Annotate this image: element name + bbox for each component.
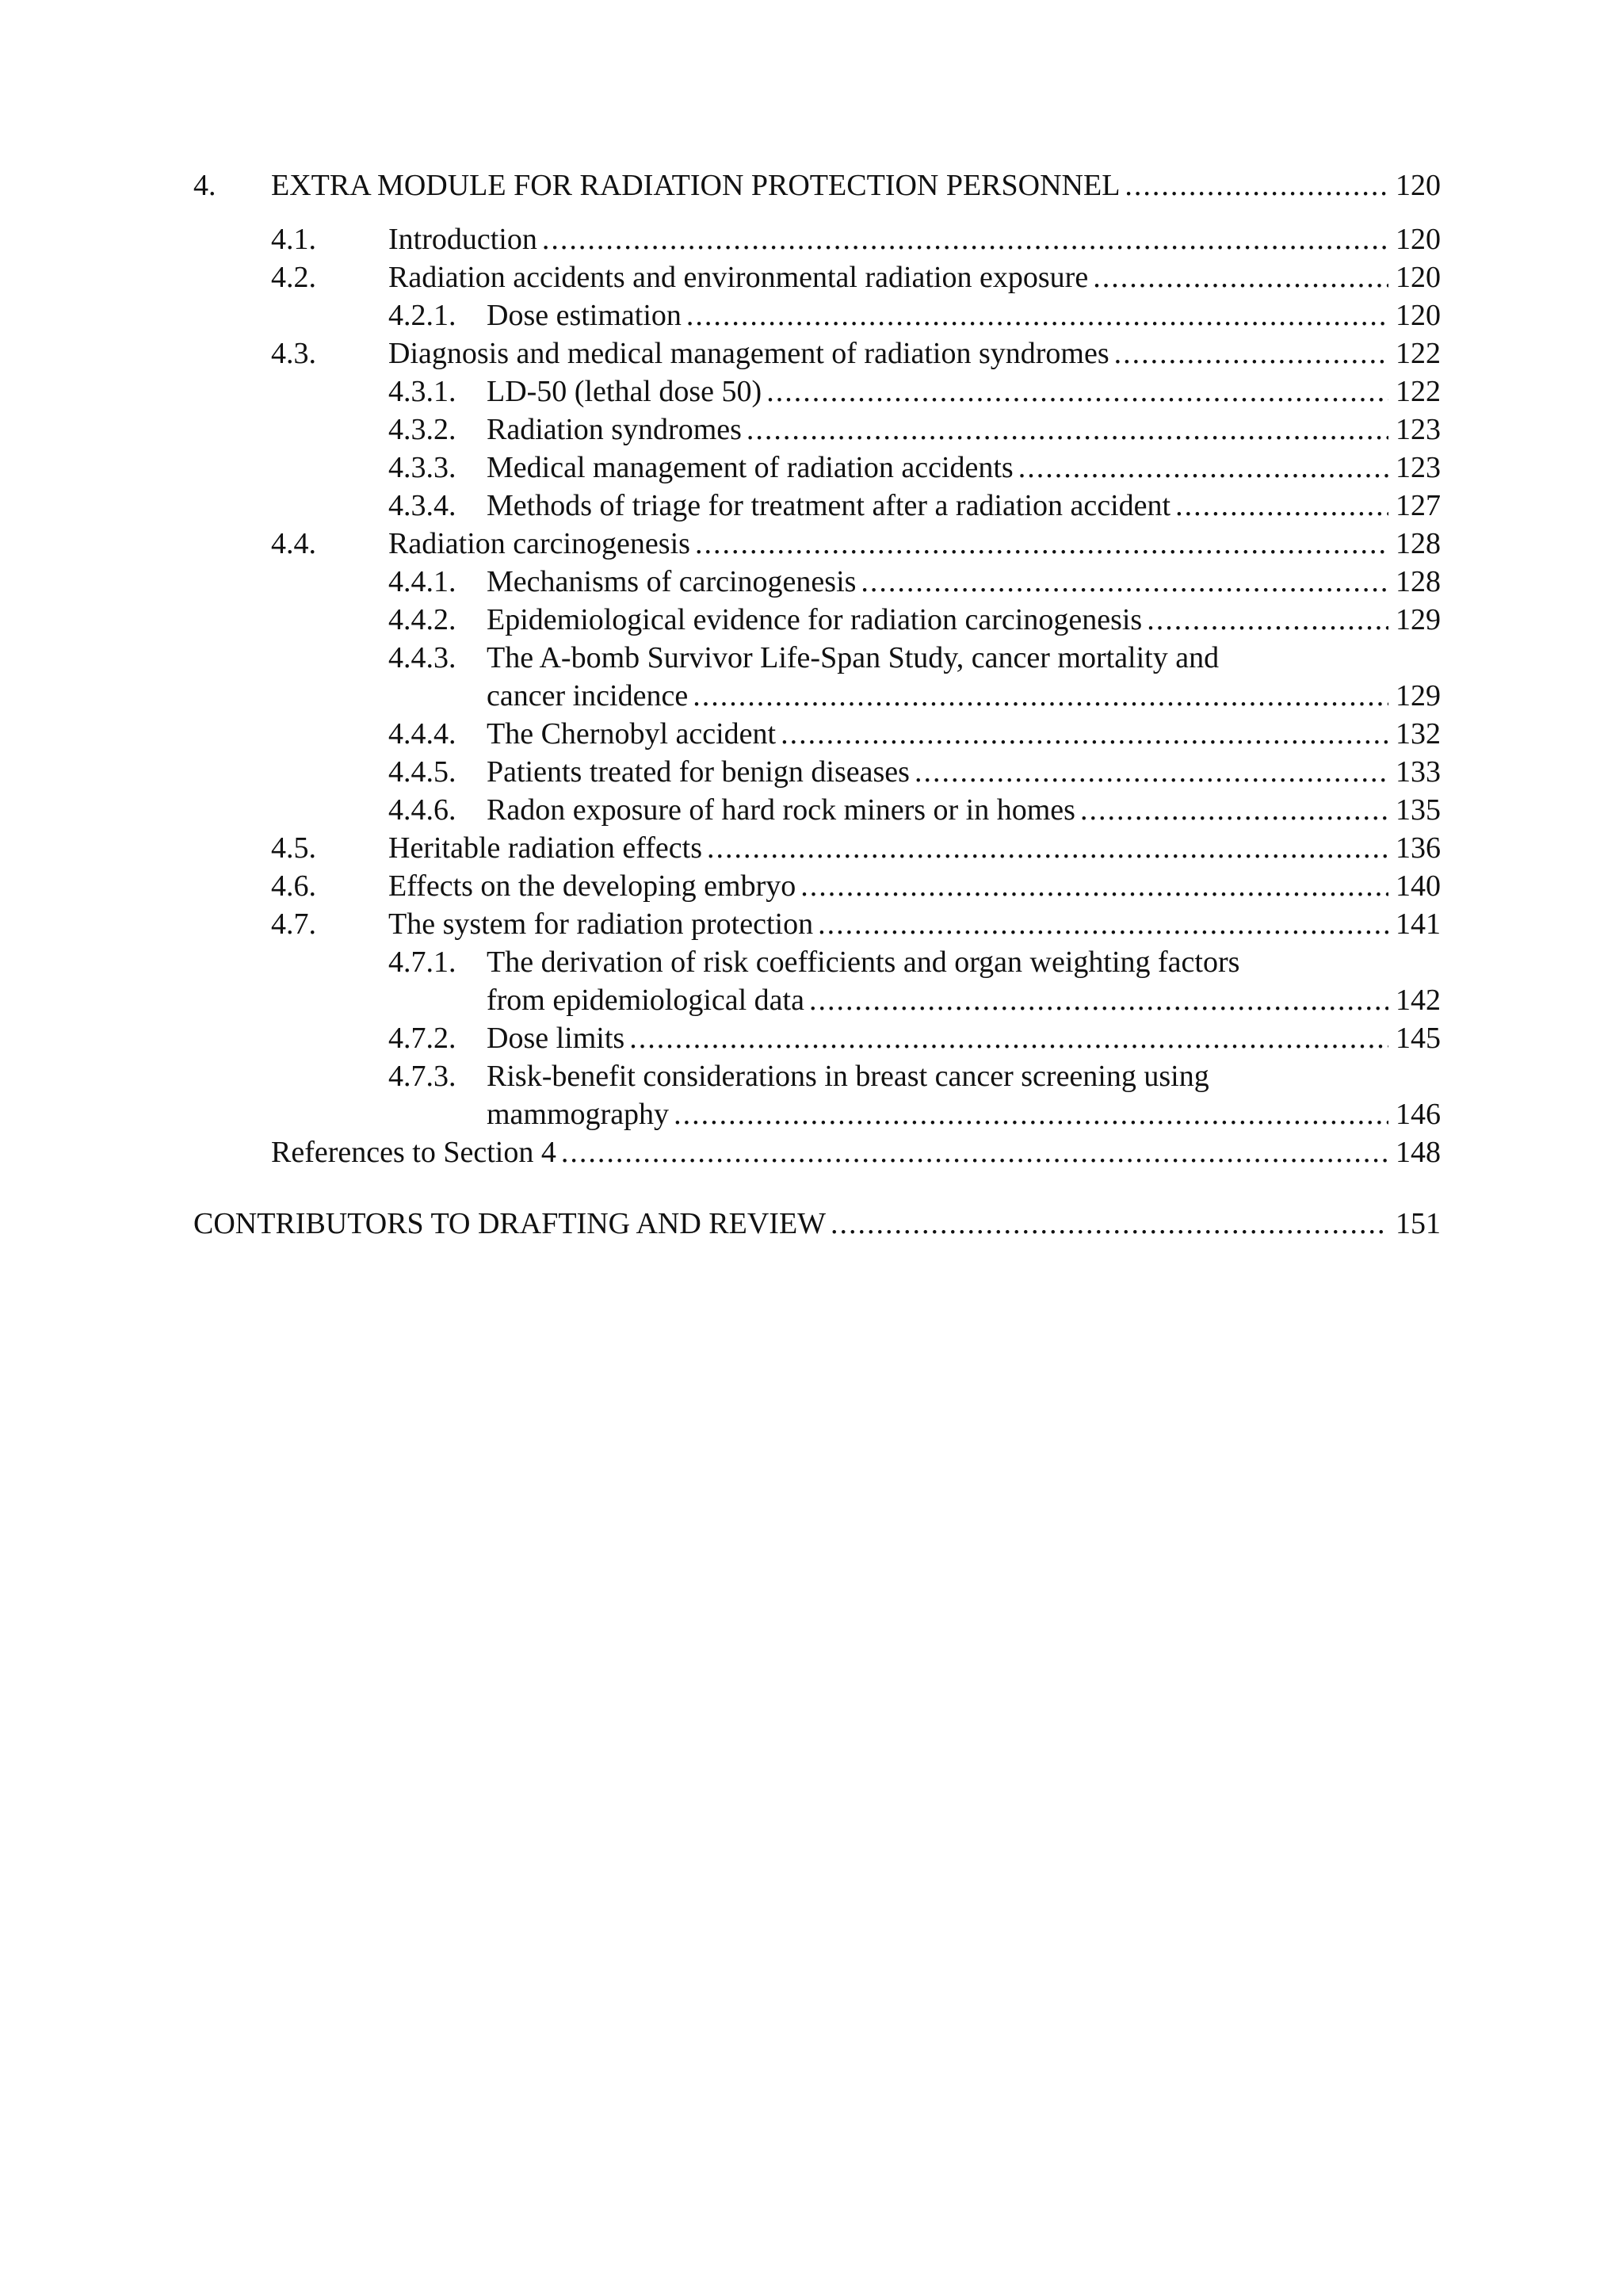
dot-leader <box>686 296 1388 334</box>
toc-page-number: 141 <box>1396 907 1441 941</box>
spacer <box>193 204 1441 220</box>
dot-leader <box>542 220 1388 258</box>
toc-line <box>388 905 1441 943</box>
toc-line <box>487 715 1441 753</box>
toc-line <box>487 449 1441 487</box>
dot-leader <box>561 1133 1388 1171</box>
toc-line <box>487 372 1441 411</box>
toc-entry[interactable] <box>193 867 1441 905</box>
toc-number: 4.2.1. <box>388 299 456 332</box>
toc-page-number: 129 <box>1396 603 1441 636</box>
toc-page-number: 120 <box>1396 261 1441 294</box>
toc-page-number: 146 <box>1396 1098 1441 1131</box>
toc-title-line-2: from epidemiological data <box>487 981 809 1019</box>
dot-leader <box>831 1205 1388 1243</box>
toc-entry[interactable] <box>193 487 1441 525</box>
toc-number: 4.4.5. <box>388 755 456 789</box>
toc-line <box>193 1205 1441 1243</box>
toc-line <box>487 411 1441 449</box>
toc-number: 4.4.2. <box>388 603 456 636</box>
toc-number: 4.1. <box>271 223 316 256</box>
toc-number: 4.7.2. <box>388 1022 456 1055</box>
toc-title: The system for radiation protection <box>388 905 818 943</box>
toc-title: Epidemiological evidence for radiation carcinogenesis <box>487 601 1147 639</box>
dot-leader <box>674 1095 1388 1133</box>
toc-entry[interactable] <box>193 563 1441 601</box>
toc-entry[interactable] <box>193 601 1441 639</box>
dot-leader <box>629 1019 1388 1057</box>
dot-leader <box>1093 258 1388 296</box>
toc-page-number: 123 <box>1396 451 1441 484</box>
toc-entry-contributors[interactable] <box>193 1205 1441 1243</box>
toc-entry[interactable] <box>193 525 1441 563</box>
toc-title: Methods of triage for treatment after a radiation accident <box>487 487 1175 525</box>
toc-number: 4. <box>193 169 216 202</box>
toc-number: 4.4.3. <box>388 641 456 674</box>
dot-leader <box>781 715 1388 753</box>
toc-title: Dose estimation <box>487 296 686 334</box>
toc-title: LD-50 (lethal dose 50) <box>487 372 766 411</box>
toc-line <box>487 1057 1441 1095</box>
toc-line <box>388 220 1441 258</box>
toc-entry[interactable] <box>193 639 1441 715</box>
toc-title: Radiation carcinogenesis <box>388 525 695 563</box>
dot-leader <box>747 411 1388 449</box>
dot-leader <box>1114 334 1388 372</box>
table-of-contents <box>193 166 1441 1243</box>
toc-line <box>388 334 1441 372</box>
toc-title: Diagnosis and medical management of radiation syndromes <box>388 334 1114 372</box>
toc-page-number: 122 <box>1396 337 1441 370</box>
toc-entry-references[interactable] <box>193 1133 1441 1171</box>
toc-number: 4.4.4. <box>388 717 456 751</box>
toc-line <box>487 487 1441 525</box>
toc-line <box>388 867 1441 905</box>
toc-title: References to Section 4 <box>271 1133 561 1171</box>
toc-page-number: 136 <box>1396 831 1441 865</box>
toc-line <box>487 1019 1441 1057</box>
toc-line <box>388 525 1441 563</box>
toc-page-number: 133 <box>1396 755 1441 789</box>
toc-page-number: 120 <box>1396 169 1441 202</box>
toc-entry[interactable] <box>193 258 1441 296</box>
toc-entry[interactable] <box>193 449 1441 487</box>
toc-title: Radiation accidents and environmental radiation exposure <box>388 258 1093 296</box>
toc-entry[interactable] <box>193 372 1441 411</box>
toc-number: 4.2. <box>271 261 316 294</box>
toc-title: Dose limits <box>487 1019 629 1057</box>
toc-line <box>487 677 1441 715</box>
toc-page-number: 122 <box>1396 375 1441 408</box>
toc-line <box>487 639 1441 677</box>
dot-leader <box>818 905 1388 943</box>
toc-line <box>487 981 1441 1019</box>
toc-entry-section-4[interactable] <box>193 166 1441 204</box>
toc-page-number: 123 <box>1396 413 1441 446</box>
toc-title: Introduction <box>388 220 542 258</box>
toc-line <box>487 296 1441 334</box>
dot-leader <box>1147 601 1388 639</box>
toc-page-number: 145 <box>1396 1022 1441 1055</box>
dot-leader <box>695 525 1388 563</box>
toc-number: 4.3.1. <box>388 375 456 408</box>
toc-title: Heritable radiation effects <box>388 829 707 867</box>
toc-entry[interactable] <box>193 791 1441 829</box>
toc-title-line-1: Risk-benefit considerations in breast cancer screening using <box>487 1057 1214 1095</box>
toc-title-line-2: cancer incidence <box>487 677 693 715</box>
toc-line <box>388 258 1441 296</box>
toc-page-number: 135 <box>1396 793 1441 827</box>
toc-line <box>487 601 1441 639</box>
toc-number: 4.4.6. <box>388 793 456 827</box>
dot-leader <box>1125 166 1388 204</box>
toc-title: CONTRIBUTORS TO DRAFTING AND REVIEW <box>193 1205 831 1243</box>
toc-number: 4.4.1. <box>388 565 456 598</box>
toc-title-line-1: The A-bomb Survivor Life-Span Study, cancer mortality and <box>487 639 1224 677</box>
toc-entry[interactable] <box>193 715 1441 753</box>
toc-number: 4.7.1. <box>388 946 456 979</box>
toc-page-number: 132 <box>1396 717 1441 751</box>
toc-number: 4.3.4. <box>388 489 456 522</box>
toc-title: Effects on the developing embryo <box>388 867 800 905</box>
toc-title: Radiation syndromes <box>487 411 747 449</box>
toc-title: Mechanisms of carcinogenesis <box>487 563 861 601</box>
toc-number: 4.7. <box>271 907 316 941</box>
toc-title: Patients treated for benign diseases <box>487 753 915 791</box>
toc-line <box>487 943 1441 981</box>
toc-page-number: 128 <box>1396 527 1441 560</box>
toc-entry[interactable] <box>193 753 1441 791</box>
dot-leader <box>809 981 1388 1019</box>
toc-entry[interactable] <box>193 334 1441 372</box>
toc-title-line-1: The derivation of risk coefficients and organ weighting factors <box>487 943 1244 981</box>
dot-leader <box>693 677 1388 715</box>
toc-page-number: 120 <box>1396 299 1441 332</box>
dot-leader <box>1080 791 1388 829</box>
toc-number: 4.7.3. <box>388 1060 456 1093</box>
toc-number: 4.3. <box>271 337 316 370</box>
dot-leader <box>800 867 1388 905</box>
toc-page-number: 129 <box>1396 679 1441 712</box>
dot-leader <box>766 372 1388 411</box>
toc-entry[interactable] <box>193 905 1441 943</box>
toc-page-number: 127 <box>1396 489 1441 522</box>
toc-line <box>487 1095 1441 1133</box>
toc-entry[interactable] <box>193 296 1441 334</box>
toc-entry[interactable] <box>193 1057 1441 1133</box>
toc-page-number: 151 <box>1396 1207 1441 1240</box>
toc-number: 4.3.2. <box>388 413 456 446</box>
toc-title: Radon exposure of hard rock miners or in homes <box>487 791 1080 829</box>
toc-page-number: 148 <box>1396 1136 1441 1169</box>
dot-leader <box>1018 449 1388 487</box>
toc-number: 4.4. <box>271 527 316 560</box>
dot-leader <box>915 753 1388 791</box>
dot-leader <box>861 563 1388 601</box>
toc-entry[interactable] <box>193 220 1441 258</box>
dot-leader <box>1175 487 1388 525</box>
toc-page-number: 128 <box>1396 565 1441 598</box>
spacer <box>193 1171 1441 1205</box>
toc-number: 4.3.3. <box>388 451 456 484</box>
toc-page-number: 120 <box>1396 223 1441 256</box>
toc-line <box>487 563 1441 601</box>
toc-line <box>271 1133 1441 1171</box>
toc-line <box>388 829 1441 867</box>
toc-page-number: 140 <box>1396 869 1441 903</box>
toc-number: 4.5. <box>271 831 316 865</box>
toc-entry[interactable] <box>193 1019 1441 1057</box>
toc-page-number: 142 <box>1396 984 1441 1017</box>
toc-entry[interactable] <box>193 411 1441 449</box>
toc-title-line-2: mammography <box>487 1095 674 1133</box>
toc-line <box>487 791 1441 829</box>
toc-line <box>487 753 1441 791</box>
toc-title: Medical management of radiation accidents <box>487 449 1018 487</box>
toc-line <box>271 166 1441 204</box>
toc-entry[interactable] <box>193 943 1441 1019</box>
toc-title: EXTRA MODULE FOR RADIATION PROTECTION PERSONNEL <box>271 166 1125 204</box>
toc-entry[interactable] <box>193 829 1441 867</box>
toc-number: 4.6. <box>271 869 316 903</box>
toc-title: The Chernobyl accident <box>487 715 781 753</box>
dot-leader <box>707 829 1388 867</box>
